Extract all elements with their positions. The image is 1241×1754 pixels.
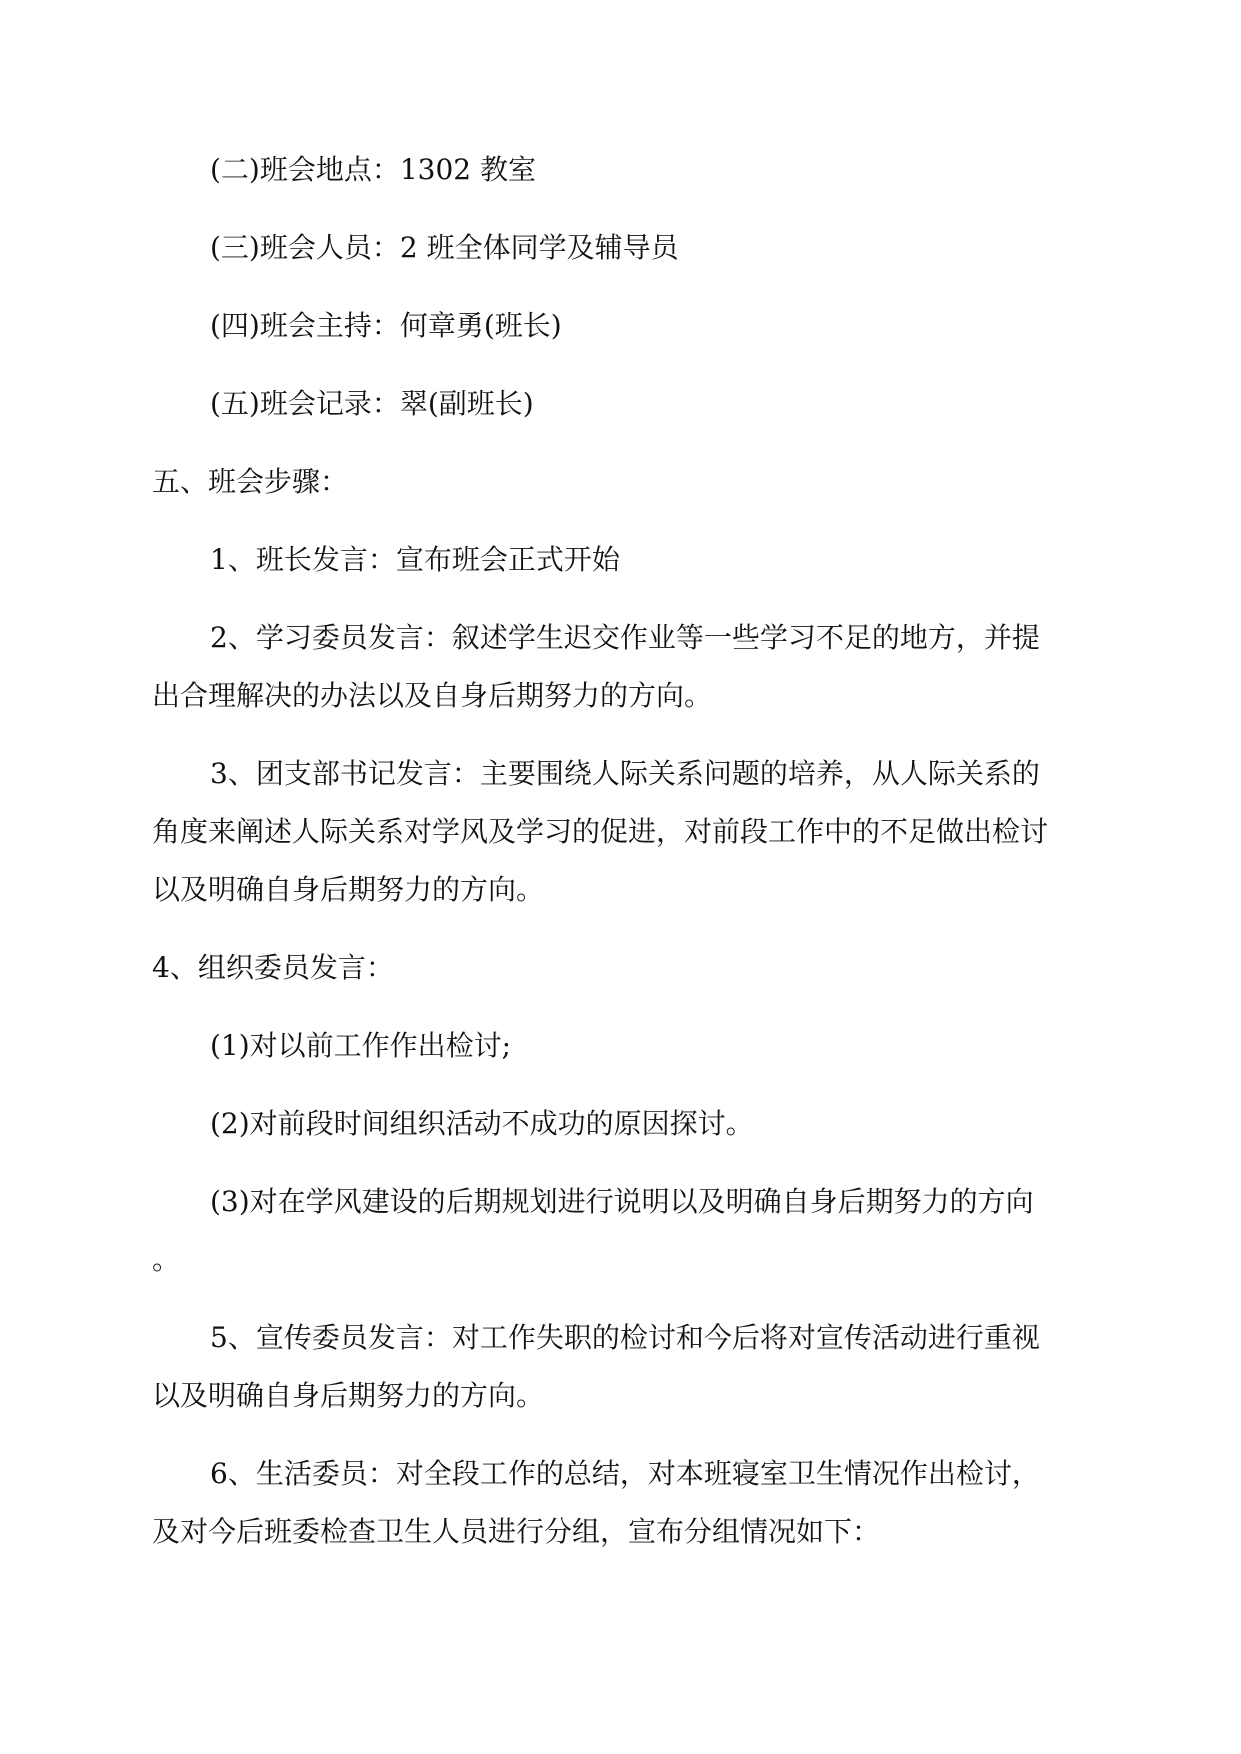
step-5-line: 5、宣传委员发言：对工作失职的检讨和今后将对宣传活动进行重视: [210, 1321, 1040, 1354]
meeting-host-line: (四)班会主持：何章勇(班长): [210, 309, 562, 342]
step-3-line: 3、团支部书记发言：主要围绕人际关系问题的培养，从人际关系的: [210, 757, 1040, 790]
section-heading: 五、班会步骤：: [152, 465, 349, 498]
step-6-line: 6、生活委员：对全段工作的总结，对本班寝室卫生情况作出检讨，: [210, 1457, 1040, 1490]
step-4-item-3-continuation: 。: [152, 1243, 181, 1276]
step-1-line: 1、班长发言：宣布班会正式开始: [210, 543, 620, 576]
meeting-location-line: (二)班会地点：1302 教室: [210, 153, 537, 186]
step-3-continuation: 以及明确自身后期努力的方向。: [152, 873, 545, 906]
step-6-continuation: 及对今后班委检查卫生人员进行分组，宣布分组情况如下：: [152, 1515, 881, 1548]
step-4-item-1: (1)对以前工作作出检讨;: [210, 1029, 512, 1062]
step-4-line: 4、组织委员发言：: [152, 951, 394, 984]
step-5-continuation: 以及明确自身后期努力的方向。: [152, 1379, 545, 1412]
step-4-item-3: (3)对在学风建设的后期规划进行说明以及明确自身后期努力的方向: [210, 1185, 1034, 1218]
step-4-item-2: (2)对前段时间组织活动不成功的原因探讨。: [210, 1107, 754, 1140]
step-3-continuation: 角度来阐述人际关系对学风及学习的促进，对前段工作中的不足做出检讨: [152, 815, 1049, 848]
meeting-attendees-line: (三)班会人员：2 班全体同学及辅导员: [210, 231, 679, 264]
meeting-recorder-line: (五)班会记录：翠(副班长): [210, 387, 534, 420]
step-2-continuation: 出合理解决的办法以及自身后期努力的方向。: [152, 679, 713, 712]
step-2-line: 2、学习委员发言：叙述学生迟交作业等一些学习不足的地方，并提: [210, 621, 1040, 654]
